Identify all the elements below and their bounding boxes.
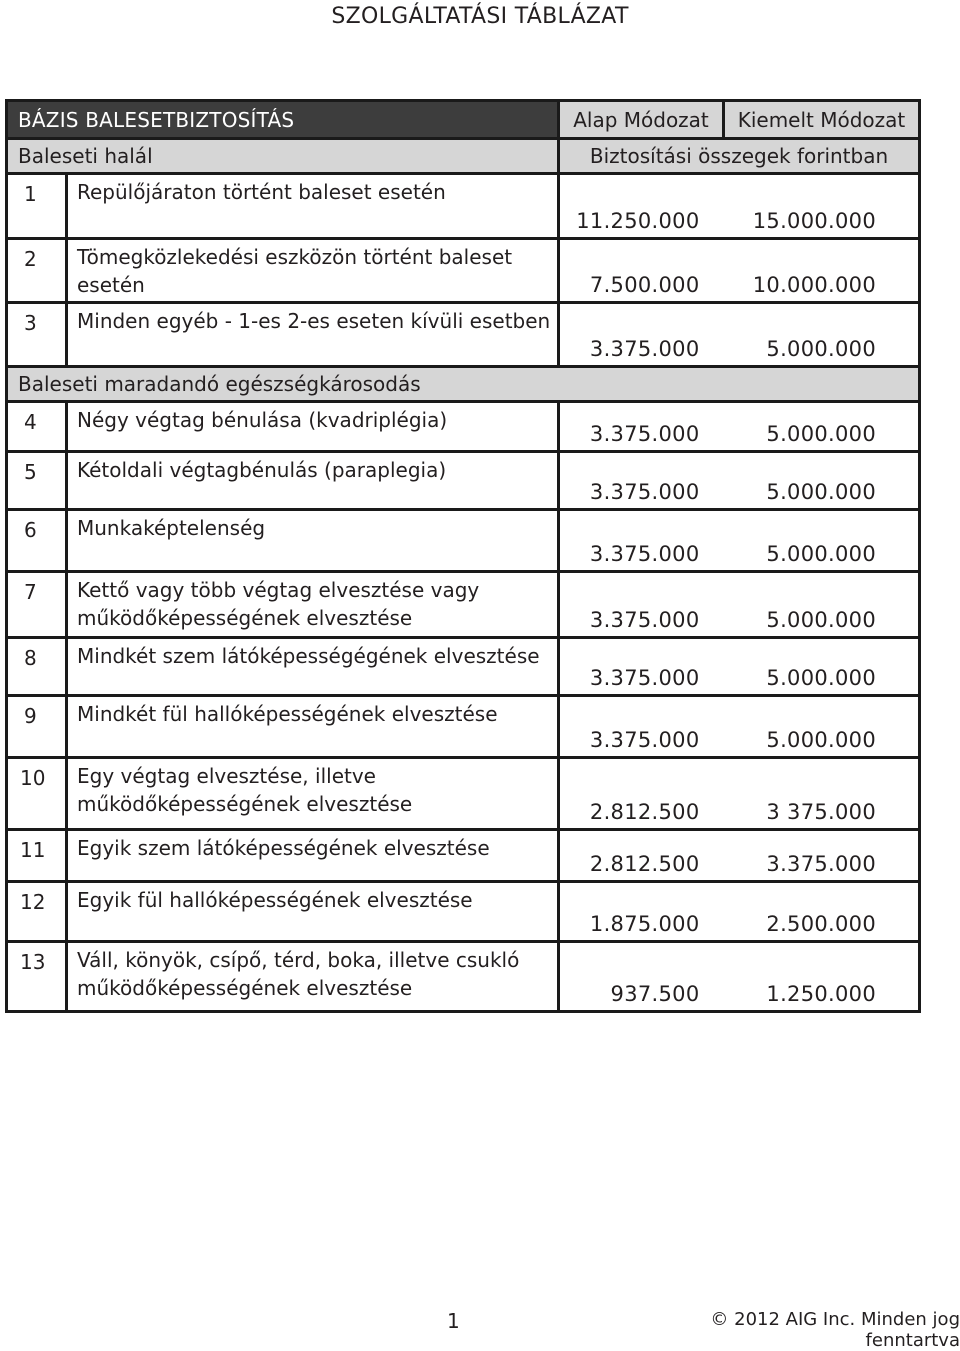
row-number: 1	[7, 174, 67, 239]
row-value-alap: 3.375.000	[559, 402, 724, 452]
row-description: Négy végtag bénulása (kvadriplégia)	[67, 402, 559, 452]
table-header-row	[7, 101, 920, 139]
row-description: Munkaképtelenség	[67, 510, 559, 572]
row-value-kiemelt: 5.000.000	[724, 638, 920, 696]
row-value-kiemelt: 5.000.000	[724, 452, 920, 510]
row-value-kiemelt: 3 375.000	[724, 758, 920, 830]
row-value-kiemelt: 5.000.000	[724, 303, 920, 367]
section-label-death: Baleseti halál	[7, 139, 559, 174]
row-value-kiemelt: 3.375.000	[724, 830, 920, 882]
row-description: Repülőjáraton történt baleset esetén	[67, 174, 559, 239]
section-header-row	[7, 139, 920, 174]
row-value-alap: 3.375.000	[559, 638, 724, 696]
row-description: Minden egyéb - 1-es 2-es eseten kívüli esetben	[67, 303, 559, 367]
column-header-alap: Alap Módozat	[559, 101, 724, 139]
row-number: 12	[7, 882, 67, 942]
row-description: Egyik szem látóképességének elvesztése	[67, 830, 559, 882]
row-value-kiemelt: 2.500.000	[724, 882, 920, 942]
row-value-kiemelt: 5.000.000	[724, 402, 920, 452]
row-number: 9	[7, 696, 67, 758]
row-value-alap: 3.375.000	[559, 510, 724, 572]
page-title: SZOLGÁLTATÁSI TÁBLÁZAT	[331, 4, 629, 29]
table-row	[7, 758, 920, 830]
table-row	[7, 696, 920, 758]
table-row	[7, 510, 920, 572]
row-value-alap: 3.375.000	[559, 452, 724, 510]
row-description: Mindkét szem látóképességégének elvesztése	[67, 638, 559, 696]
amount-unit-label: Biztosítási összegek forintban	[559, 139, 920, 174]
row-value-alap: 2.812.500	[559, 758, 724, 830]
table-row	[7, 303, 920, 367]
row-value-alap: 3.375.000	[559, 696, 724, 758]
row-number: 8	[7, 638, 67, 696]
row-value-alap: 937.500	[559, 942, 724, 1012]
column-header-kiemelt: Kiemelt Módozat	[724, 101, 920, 139]
row-value-kiemelt: 15.000.000	[724, 174, 920, 239]
table-row	[7, 174, 920, 239]
section-header-row	[7, 367, 920, 402]
table-title: BÁZIS BALESETBIZTOSÍTÁS	[7, 101, 559, 139]
table-row	[7, 572, 920, 638]
row-value-kiemelt: 5.000.000	[724, 572, 920, 638]
row-description: Mindkét fül hallóképességének elvesztése	[67, 696, 559, 758]
row-description: Egy végtag elvesztése, illetve működőképességének elvesztése	[67, 758, 559, 830]
row-number: 2	[7, 239, 67, 303]
row-description: Tömegközlekedési eszközön történt baleset esetén	[67, 239, 559, 303]
row-value-kiemelt: 10.000.000	[724, 239, 920, 303]
table-row	[7, 452, 920, 510]
row-number: 10	[7, 758, 67, 830]
row-value-kiemelt: 5.000.000	[724, 696, 920, 758]
table-row	[7, 402, 920, 452]
row-description: Kettő vagy több végtag elvesztése vagy működőképességének elvesztése	[67, 572, 559, 638]
row-number: 7	[7, 572, 67, 638]
row-description: Váll, könyök, csípő, térd, boka, illetve csukló működőképességének elvesztése	[67, 942, 559, 1012]
row-number: 5	[7, 452, 67, 510]
row-number: 3	[7, 303, 67, 367]
row-number: 13	[7, 942, 67, 1012]
row-description: Kétoldali végtagbénulás (paraplegia)	[67, 452, 559, 510]
table-row	[7, 882, 920, 942]
table-row	[7, 942, 920, 1012]
row-value-alap: 3.375.000	[559, 303, 724, 367]
service-table	[5, 99, 921, 1013]
row-description: Egyik fül hallóképességének elvesztése	[67, 882, 559, 942]
page-number: 1	[447, 1309, 460, 1333]
row-value-alap: 7.500.000	[559, 239, 724, 303]
table-row	[7, 830, 920, 882]
row-number: 4	[7, 402, 67, 452]
table-row	[7, 638, 920, 696]
section-label-disability: Baleseti maradandó egészségkárosodás	[7, 367, 920, 402]
table-row	[7, 239, 920, 303]
row-number: 11	[7, 830, 67, 882]
copyright-notice: © 2012 AIG Inc. Minden jog fenntartva	[710, 1309, 960, 1351]
row-value-alap: 3.375.000	[559, 572, 724, 638]
row-value-alap: 11.250.000	[559, 174, 724, 239]
row-value-alap: 1.875.000	[559, 882, 724, 942]
row-number: 6	[7, 510, 67, 572]
row-value-kiemelt: 1.250.000	[724, 942, 920, 1012]
row-value-alap: 2.812.500	[559, 830, 724, 882]
row-value-kiemelt: 5.000.000	[724, 510, 920, 572]
